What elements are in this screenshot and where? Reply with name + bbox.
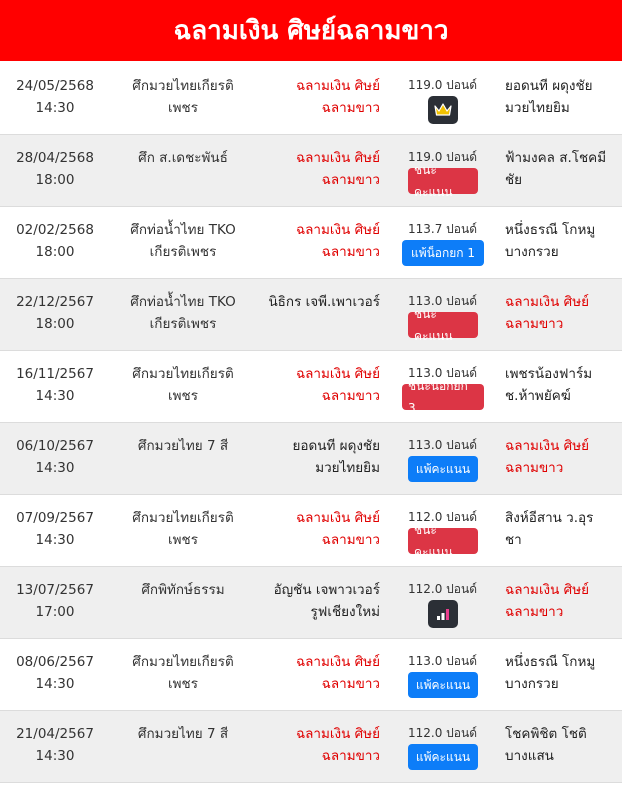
result-badge: แพ้น็อกยก 1 <box>402 240 484 266</box>
fight-row[interactable] <box>0 207 622 279</box>
fight-row[interactable] <box>0 567 622 639</box>
fight-row[interactable] <box>0 495 622 567</box>
fighter-a-name[interactable]: ฉลามเงิน ศิษย์ ฉลามขาว <box>295 366 380 404</box>
fighter-a-name[interactable]: ยอดนที ผดุงชัย มวยไทยยิม <box>292 438 380 476</box>
page-title: ฉลามเงิน ศิษย์ฉลามขาว <box>173 16 449 46</box>
fighter-a-name[interactable]: อัญชัน เจพาวเวอร์ รูฟเชียงใหม่ <box>273 582 380 620</box>
fight-event: ศึกมวยไทยเกียรติ เพชร <box>132 366 234 404</box>
result-badge: ชนะคะแนน <box>408 168 478 194</box>
fight-date: 28/04/2568 18:00 <box>16 150 94 188</box>
result-badge: แพ้คะแนน <box>408 744 478 770</box>
fight-event: ศึกท่อน้ำไทย TKO เกียรติเพชร <box>130 222 236 260</box>
fighter-b-name[interactable]: ฉลามเงิน ศิษย์ ฉลามขาว <box>505 582 590 620</box>
fighter-b-name[interactable]: สิงห์อีสาน ว.อุร ชา <box>505 510 594 548</box>
fighter-a-name[interactable]: ฉลามเงิน ศิษย์ ฉลามขาว <box>295 150 380 188</box>
crown-icon[interactable] <box>428 96 458 124</box>
fight-weight: 119.0 ปอนด์ <box>408 78 477 92</box>
fighter-b-name[interactable]: หนึ่งธรณี โกหมู บางกรวย <box>505 654 596 692</box>
fight-weight: 113.0 ปอนด์ <box>408 654 477 668</box>
result-badge: ชนะคะแนน <box>408 312 478 338</box>
fight-weight: 112.0 ปอนด์ <box>408 726 477 740</box>
fighter-a-name[interactable]: ฉลามเงิน ศิษย์ ฉลามขาว <box>295 510 380 548</box>
fighter-a-name[interactable]: ฉลามเงิน ศิษย์ ฉลามขาว <box>295 654 380 692</box>
fight-weight: 112.0 ปอนด์ <box>408 510 477 524</box>
result-badge: ชนะน็อกยก 3 <box>402 384 484 410</box>
fight-date: 24/05/2568 14:30 <box>16 78 94 116</box>
fight-row[interactable] <box>0 351 622 423</box>
fight-weight: 113.0 ปอนด์ <box>408 294 477 308</box>
fight-weight: 113.7 ปอนด์ <box>408 222 477 236</box>
fighter-a-name[interactable]: ฉลามเงิน ศิษย์ ฉลามขาว <box>295 222 380 260</box>
fight-date: 08/06/2567 14:30 <box>16 654 94 692</box>
fight-date: 21/04/2567 14:30 <box>16 726 94 764</box>
fight-event: ศึกพิทักษ์ธรรม <box>141 582 225 598</box>
fighter-b-name[interactable]: ยอดนที ผดุงชัย มวยไทยยิม <box>505 78 593 116</box>
page-title-bar <box>0 0 622 61</box>
fight-weight: 112.0 ปอนด์ <box>408 582 477 596</box>
fight-date: 02/02/2568 18:00 <box>16 222 94 260</box>
fight-row[interactable] <box>0 711 622 783</box>
result-badge: ชนะคะแนน <box>408 528 478 554</box>
bar-chart-icon[interactable] <box>428 600 458 628</box>
fight-row[interactable] <box>0 279 622 351</box>
fighter-a-name[interactable]: ฉลามเงิน ศิษย์ ฉลามขาว <box>295 726 380 764</box>
fight-weight: 113.0 ปอนด์ <box>408 366 477 380</box>
fighter-b-name[interactable]: หนึ่งธรณี โกหมู บางกรวย <box>505 222 596 260</box>
fighter-b-name[interactable]: ฉลามเงิน ศิษย์ ฉลามขาว <box>505 438 590 476</box>
fight-weight: 119.0 ปอนด์ <box>408 150 477 164</box>
fight-event: ศึกท่อน้ำไทย TKO เกียรติเพชร <box>130 294 236 332</box>
fight-row[interactable] <box>0 135 622 207</box>
fight-event: ศึกมวยไทย 7 สี <box>137 726 229 742</box>
fighter-b-name[interactable]: ฉลามเงิน ศิษย์ ฉลามขาว <box>505 294 590 332</box>
fight-row[interactable] <box>0 63 622 135</box>
fight-date: 13/07/2567 17:00 <box>16 582 94 620</box>
fight-date: 16/11/2567 14:30 <box>16 366 94 404</box>
fighter-a-name[interactable]: นิธิกร เจพี.เพาเวอร์ <box>268 294 380 310</box>
fight-event: ศึกมวยไทยเกียรติ เพชร <box>132 654 234 692</box>
fight-row[interactable] <box>0 423 622 495</box>
fight-event: ศึก ส.เดชะพันธ์ <box>138 150 228 166</box>
fight-date: 07/09/2567 14:30 <box>16 510 94 548</box>
fight-event: ศึกมวยไทยเกียรติ เพชร <box>132 78 234 116</box>
result-badge: แพ้คะแนน <box>408 672 478 698</box>
fight-history-list <box>0 63 622 783</box>
fighter-a-name[interactable]: ฉลามเงิน ศิษย์ ฉลามขาว <box>295 78 380 116</box>
fighter-b-name[interactable]: ฟ้ามงคล ส.โชคมี ชัย <box>505 150 607 188</box>
fight-event: ศึกมวยไทย 7 สี <box>137 438 229 454</box>
fighter-b-name[interactable]: โชคพิชิต โชติ บางแสน <box>505 726 587 764</box>
fight-event: ศึกมวยไทยเกียรติ เพชร <box>132 510 234 548</box>
fight-row[interactable] <box>0 639 622 711</box>
result-badge: แพ้คะแนน <box>408 456 478 482</box>
fighter-b-name[interactable]: เพชรน้องฟาร์ม ช.ห้าพยัคฆ์ <box>505 366 593 404</box>
fight-weight: 113.0 ปอนด์ <box>408 438 477 452</box>
fight-date: 06/10/2567 14:30 <box>16 438 94 476</box>
fight-date: 22/12/2567 18:00 <box>16 294 94 332</box>
